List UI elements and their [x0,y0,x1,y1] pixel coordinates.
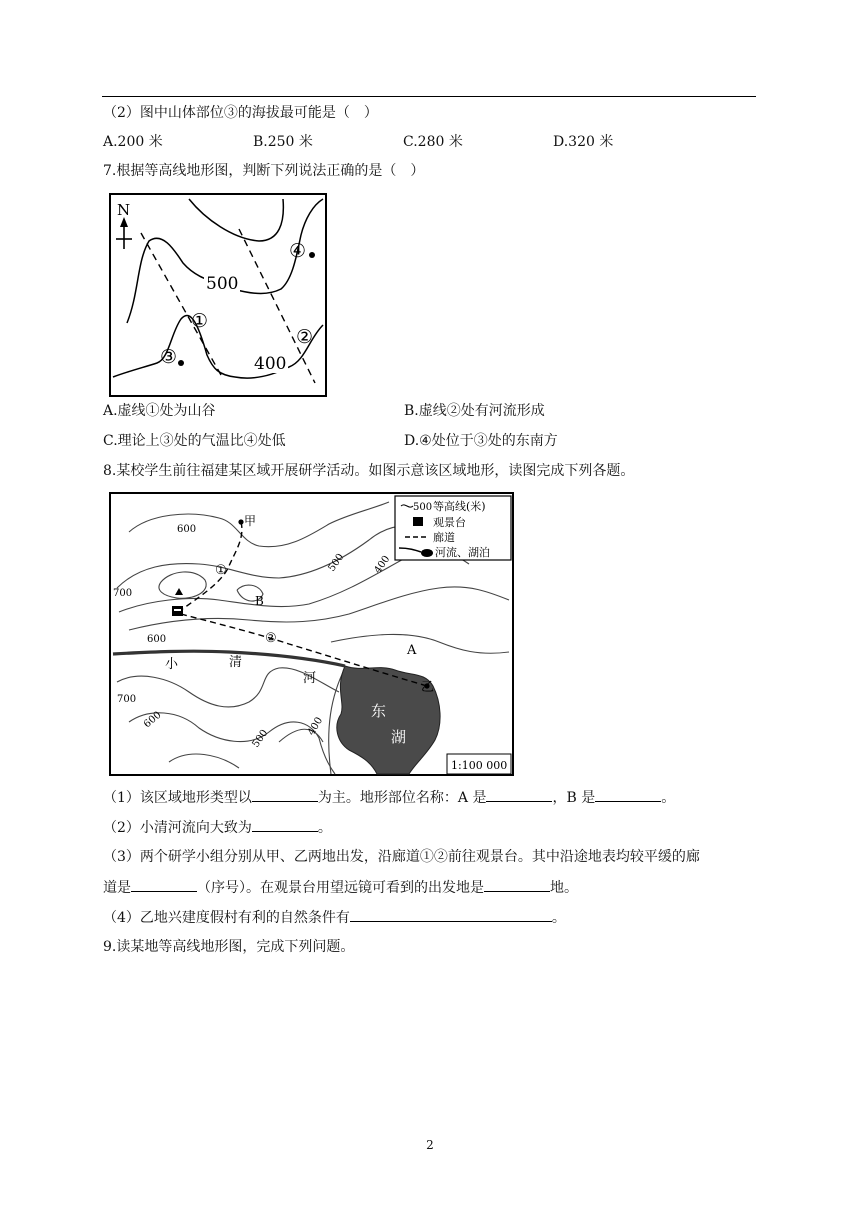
q8-stem: 8.某校学生前往福建某区域开展研学活动。如图示意该区域地形，读图完成下列各题。 [103,463,635,479]
page-number: 2 [426,1138,434,1152]
legend-river-lake: 河流、湖泊 [435,546,490,559]
answer-blank-corridor-number[interactable] [131,877,197,892]
legend-contour: 等高线(米) [433,500,486,513]
legend-viewpoint-icon [413,517,423,526]
lake-char-2: 湖 [391,728,407,746]
contour-label-500: 500 [206,274,239,294]
answer-blank-natural-conditions[interactable] [350,907,552,922]
q7-option-b: B.虚线②处有河流形成 [404,403,545,419]
point-4-dot [309,252,315,258]
label-yi: 乙 [421,680,435,695]
river-char-1: 小 [165,657,179,672]
q7-stem: 7.根据等高线地形图，判断下列说法正确的是（ ） [103,163,425,179]
point-3-dot [178,360,184,366]
river-char-2: 清 [229,655,243,670]
q8-sub1: （1）该区域地形类型以 为主。地形部位名称：A 是 ，B 是 。 [103,787,675,808]
q8-sub2: （2）小清河流向大致为 。 [103,817,332,838]
answer-blank-terrain-type[interactable] [252,787,318,802]
marker-1: ① [191,310,209,332]
contour-label-9: 400 [306,715,326,738]
q9-stem: 9.读某地等高线地形图，完成下列问题。 [103,939,355,955]
answer-blank-river-direction[interactable] [252,817,318,832]
lake-char-1: 东 [371,702,387,720]
q6-2-option-c: C.280 米 [403,134,463,150]
point-jia-dot [238,519,243,524]
answer-blank-visible-origin[interactable] [484,877,550,892]
q8-sub4: （4）乙地兴建度假村有利的自然条件有 。 [103,907,566,928]
q7-option-a: A.虚线①处为山谷 [103,403,216,419]
answer-blank-B[interactable] [595,787,661,802]
contour-label-5: 600 [147,634,167,645]
contour-label-400: 400 [254,354,287,374]
label-B: B [255,594,264,608]
label-jia: 甲 [244,514,257,528]
river-char-3: 河 [303,671,317,686]
contour-label-3: 500 [326,551,347,574]
north-label: N [117,201,131,219]
legend-contour-sample: 500 [413,502,433,513]
q8-sub3-line2: 道是 （序号）。在观景台用望远镜可看到的出发地是 地。 [103,877,578,898]
contour-label-2: 700 [113,588,133,599]
legend [395,496,511,560]
legend-viewpoint: 观景台 [433,516,466,529]
q6-2-stem: （2）图中山体部位③的海拔最可能是（ ） [103,105,378,121]
q7-contour-map [109,193,327,397]
label-A: A [407,643,417,658]
contour-label-8: 500 [250,727,271,750]
contour-label-6: 700 [117,694,137,705]
answer-blank-A[interactable] [486,787,552,802]
q7-option-d: D.④处位于③处的东南方 [404,433,558,449]
contour-label-7: 600 [141,709,164,731]
contour-label-4: 400 [372,553,393,576]
q6-2-option-a: A.200 米 [103,134,163,150]
q7-option-c: C.理论上③处的气温比④处低 [103,433,286,449]
q6-2-option-b: B.250 米 [253,134,313,150]
contour-label-1: 600 [177,524,197,535]
label-corridor-1: ① [215,563,227,578]
marker-3: ③ [160,346,178,368]
q6-2-option-d: D.320 米 [553,134,614,150]
marker-2: ② [296,326,314,348]
map-scale: 1:100 000 [451,759,508,772]
viewpoint-icon [172,606,183,616]
label-corridor-2: ② [265,631,277,646]
legend-corridor: 廊道 [433,531,455,544]
q8-terrain-map [109,492,514,776]
q8-sub3-line1: （3）两个研学小组分别从甲、乙两地出发，沿廊道①②前往观景台。其中沿途地表均较平缓的廊 [103,849,700,865]
header-rule [102,96,756,97]
marker-4: ④ [289,240,307,262]
